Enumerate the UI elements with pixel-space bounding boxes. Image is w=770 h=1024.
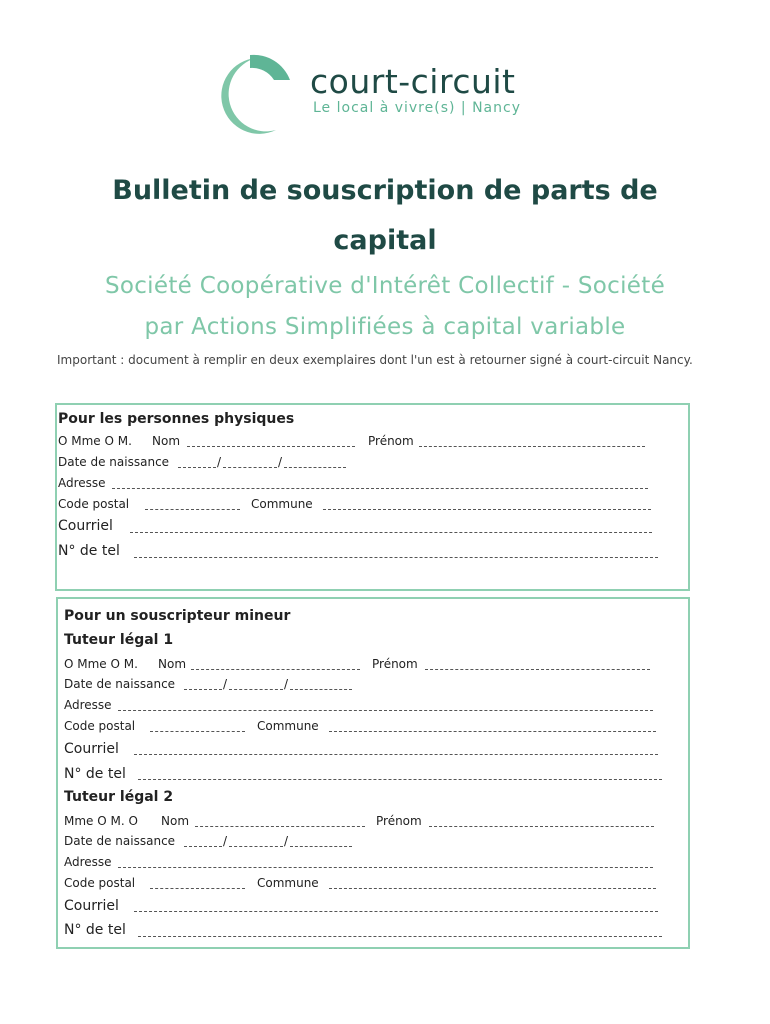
nom-label: Nom	[152, 434, 181, 448]
naissance-year-field[interactable]	[284, 467, 346, 468]
tuteur1-adresse-label: Adresse	[64, 698, 112, 712]
naissance-month-field[interactable]	[223, 467, 277, 468]
logo-crescent-icon	[210, 52, 300, 136]
tuteur1-prenom-label: Prénom	[372, 657, 418, 671]
tuteur1-tel-field[interactable]	[138, 779, 662, 780]
logo-tagline: Le local à vivre(s) | Nancy	[313, 100, 521, 116]
commune-label: Commune	[251, 497, 313, 511]
tuteur2-tel-field[interactable]	[138, 936, 662, 937]
tuteur2-tel-label: N° de tel	[64, 922, 126, 938]
nom-field[interactable]	[187, 446, 355, 447]
civility-options[interactable]: O Mme O M.	[58, 434, 132, 448]
naissance-label: Date de naissance	[58, 455, 170, 469]
tuteur1-civility-options[interactable]: O Mme O M.	[64, 657, 138, 671]
tuteur1-nom-field[interactable]	[191, 669, 360, 670]
section-souscripteur-mineur	[56, 597, 690, 949]
tuteur2-naissance-year-field[interactable]	[290, 846, 352, 847]
logo-brand: court-circuit	[310, 62, 516, 101]
naissance-day-field[interactable]	[178, 467, 216, 468]
courriel-label: Courriel	[58, 518, 113, 534]
tuteur2-heading: Tuteur légal 2	[64, 789, 174, 805]
commune-field[interactable]	[323, 509, 651, 510]
document-subtitle-line1: Société Coopérative d'Intérêt Collectif - Société	[104, 273, 666, 299]
adresse-label: Adresse	[58, 476, 106, 490]
date-separator: /	[223, 834, 228, 848]
tuteur1-courriel-field[interactable]	[134, 754, 658, 755]
code-postal-field[interactable]	[145, 509, 240, 510]
date-separator: /	[217, 455, 222, 469]
document-subtitle-line2: par Actions Simplifiées à capital variable	[144, 314, 626, 340]
prenom-label: Prénom	[368, 434, 414, 448]
tuteur2-commune-field[interactable]	[329, 888, 656, 889]
tuteur2-adresse-field[interactable]	[118, 867, 653, 868]
tuteur2-commune-label: Commune	[257, 876, 319, 890]
tuteur1-prenom-field[interactable]	[425, 669, 650, 670]
courriel-field[interactable]	[130, 532, 652, 533]
tuteur1-tel-label: N° de tel	[64, 766, 126, 782]
date-separator: /	[284, 834, 289, 848]
tuteur1-commune-label: Commune	[257, 719, 319, 733]
tuteur1-commune-field[interactable]	[329, 731, 656, 732]
tuteur2-nom-field[interactable]	[195, 826, 365, 827]
tuteur2-code-postal-label: Code postal	[64, 876, 136, 890]
tuteur2-courriel-label: Courriel	[64, 898, 119, 914]
tuteur1-courriel-label: Courriel	[64, 741, 119, 757]
tuteur1-code-postal-field[interactable]	[150, 731, 245, 732]
date-separator: /	[223, 677, 228, 691]
section-personnes-physiques	[55, 403, 690, 591]
tuteur2-prenom-label: Prénom	[376, 814, 422, 828]
date-separator: /	[278, 455, 283, 469]
tuteur2-naissance-label: Date de naissance	[64, 834, 176, 848]
tel-label: N° de tel	[58, 543, 120, 559]
tel-field[interactable]	[134, 557, 658, 558]
document-title-line1: Bulletin de souscription de parts de	[112, 175, 658, 206]
tuteur1-heading: Tuteur légal 1	[64, 632, 174, 648]
tuteur1-code-postal-label: Code postal	[64, 719, 136, 733]
tuteur1-naissance-month-field[interactable]	[229, 689, 283, 690]
section-heading-physique: Pour les personnes physiques	[58, 411, 295, 427]
tuteur2-adresse-label: Adresse	[64, 855, 112, 869]
tuteur1-adresse-field[interactable]	[118, 710, 653, 711]
date-separator: /	[284, 677, 289, 691]
tuteur1-naissance-year-field[interactable]	[290, 689, 352, 690]
tuteur1-naissance-day-field[interactable]	[184, 689, 222, 690]
tuteur2-nom-label: Nom	[161, 814, 190, 828]
tuteur2-civility-options[interactable]: Mme O M. O	[64, 814, 138, 828]
adresse-field[interactable]	[112, 488, 648, 489]
prenom-field[interactable]	[419, 446, 645, 447]
tuteur1-nom-label: Nom	[158, 657, 187, 671]
tuteur2-code-postal-field[interactable]	[150, 888, 245, 889]
tuteur2-naissance-month-field[interactable]	[229, 846, 283, 847]
court-circuit-logo	[210, 52, 550, 136]
document-title-line2: capital	[333, 225, 437, 256]
important-notice: Important : document à remplir en deux exemplaires dont l'un est à retourner signé à court-circuit Nancy.	[57, 353, 693, 367]
tuteur2-naissance-day-field[interactable]	[184, 846, 222, 847]
tuteur2-courriel-field[interactable]	[134, 911, 658, 912]
code-postal-label: Code postal	[58, 497, 130, 511]
section-heading-mineur: Pour un souscripteur mineur	[64, 608, 291, 624]
tuteur1-naissance-label: Date de naissance	[64, 677, 176, 691]
tuteur2-prenom-field[interactable]	[429, 826, 654, 827]
